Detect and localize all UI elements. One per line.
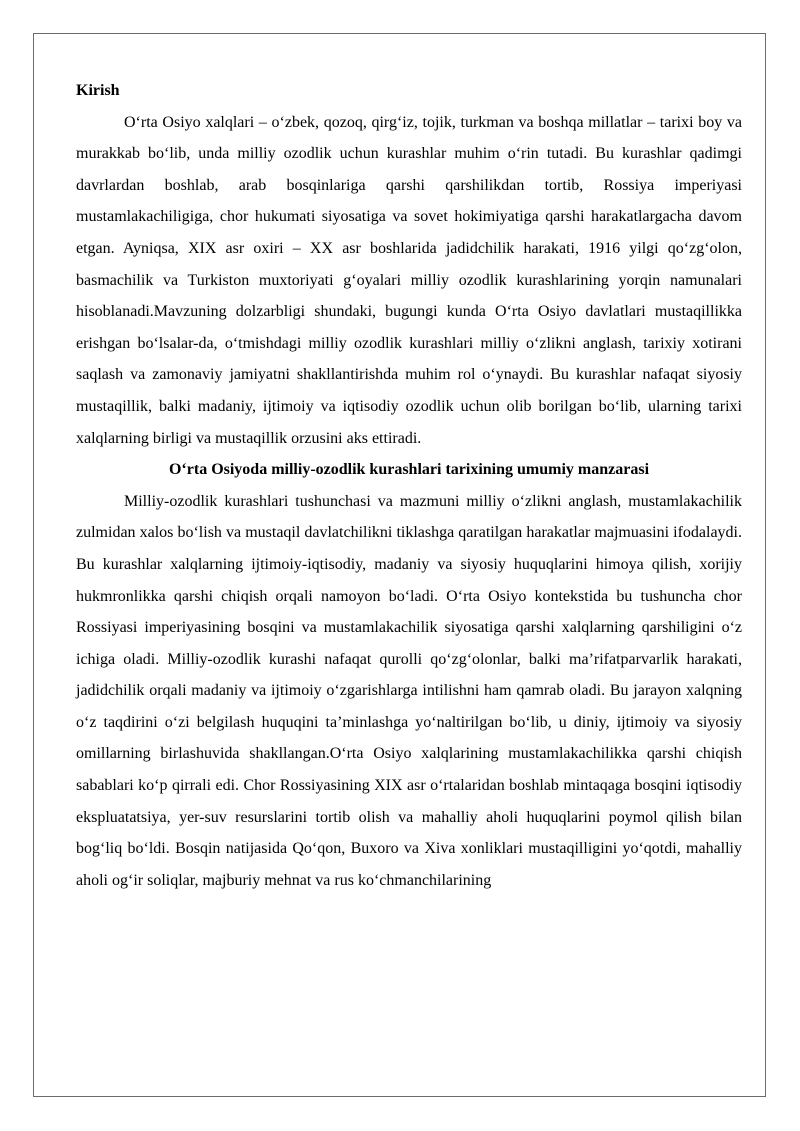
intro-paragraph: O‘rta Osiyo xalqlari – o‘zbek, qozoq, qirg‘iz, tojik, turkman va boshqa millatlar – tarixi boy va murakkab bo‘lib, unda milliy ozodlik uchun kurashlar muhim o‘rin tutadi. Bu kurashlar qadimgi davrlardan boshlab, arab bosqinlariga qarshi qarshilikdan tortib, Rossiya imperiyasi mustamlakachiligiga, chor hukumati siyosatiga va sovet hokimiyatiga qarshi harakatlargacha davom etgan. Ayniqsa, XIX asr oxiri – XX asr boshlarida jadidchilik harakati, 1916 yilgi qo‘zg‘olon, basmachilik va Turkiston muxtoriyati g‘oyalari milliy ozodlik kurashlarining yorqin namunalari hisoblanadi.Mavzuning dolzarbligi shundaki, bugungi kunda O‘rta Osiyo davlatlari mustaqillikka erishgan bo‘lsalar-da, o‘tmishdagi milliy ozodlik kurashlari milliy o‘zlikni anglash, tarixiy xotirani saqlash va zamonaviy jamiyatni shakllantirishda muhim rol o‘ynaydi. Bu kurashlar nafaqat siyosiy mustaqillik, balki madaniy, ijtimoiy va iqtisodiy ozodlik uchun olib borilgan bo‘lib, ularning tarixi xalqlarning birligi va mustaqillik orzusini aks ettiradi. (76, 113, 742, 447)
section-paragraph: Milliy-ozodlik kurashlari tushunchasi va mazmuni milliy o‘zlikni anglash, mustamlakachilik zulmidan xalos bo‘lish va mustaqil davlatchilikni tiklashga qaratilgan harakatlar majmuasini ifodalaydi. Bu kurashlar xalqlarning ijtimoiy-iqtisodiy, madaniy va siyosiy huquqlarini himoya qilish, xorijiy hukmronlikka qarshi chiqish orqali namoyon bo‘ladi. O‘rta Osiyo kontekstida bu tushuncha chor Rossiyasi imperiyasining bosqini va mustamlakachilik siyosatiga qarshi xalqlarning qarshiligini o‘z ichiga oladi. Milliy-ozodlik kurashi nafaqat qurolli qo‘zg‘olonlar, balki ma’rifatparvarlik harakati, jadidchilik orqali madaniy va ijtimoiy o‘zgarishlarga intilishni ham qamrab oladi. Bu jarayon xalqning o‘z taqdirini o‘zi belgilash huquqini ta’minlashga yo‘naltirilgan bo‘lib, u diniy, ijtimoiy va siyosiy omillarning birlashuvida shakllangan.O‘rta Osiyo xalqlarining mustamlakachilikka qarshi chiqish sabablari ko‘p qirrali edi. Chor Rossiyasining XIX asr o‘rtalaridan boshlab mintaqaga bosqini iqtisodiy ekspluatatsiya, yer-suv resurslarini tortib olish va mahalliy aholi huquqlarini poymol qilish bilan bog‘liq bo‘ldi. Bosqin natijasida Qo‘qon, Buxoro va Xiva xonliklari mustaqilligini yo‘qotdi, mahalliy aholi og‘ir soliqlar, majburiy mehnat va rus ko‘chmanchilarining (76, 492, 742, 889)
document-body (76, 75, 742, 896)
section-heading: O‘rta Osiyoda milliy-ozodlik kurashlari tarixining umumiy manzarasi (168, 461, 650, 479)
intro-heading: Kirish (76, 82, 120, 99)
